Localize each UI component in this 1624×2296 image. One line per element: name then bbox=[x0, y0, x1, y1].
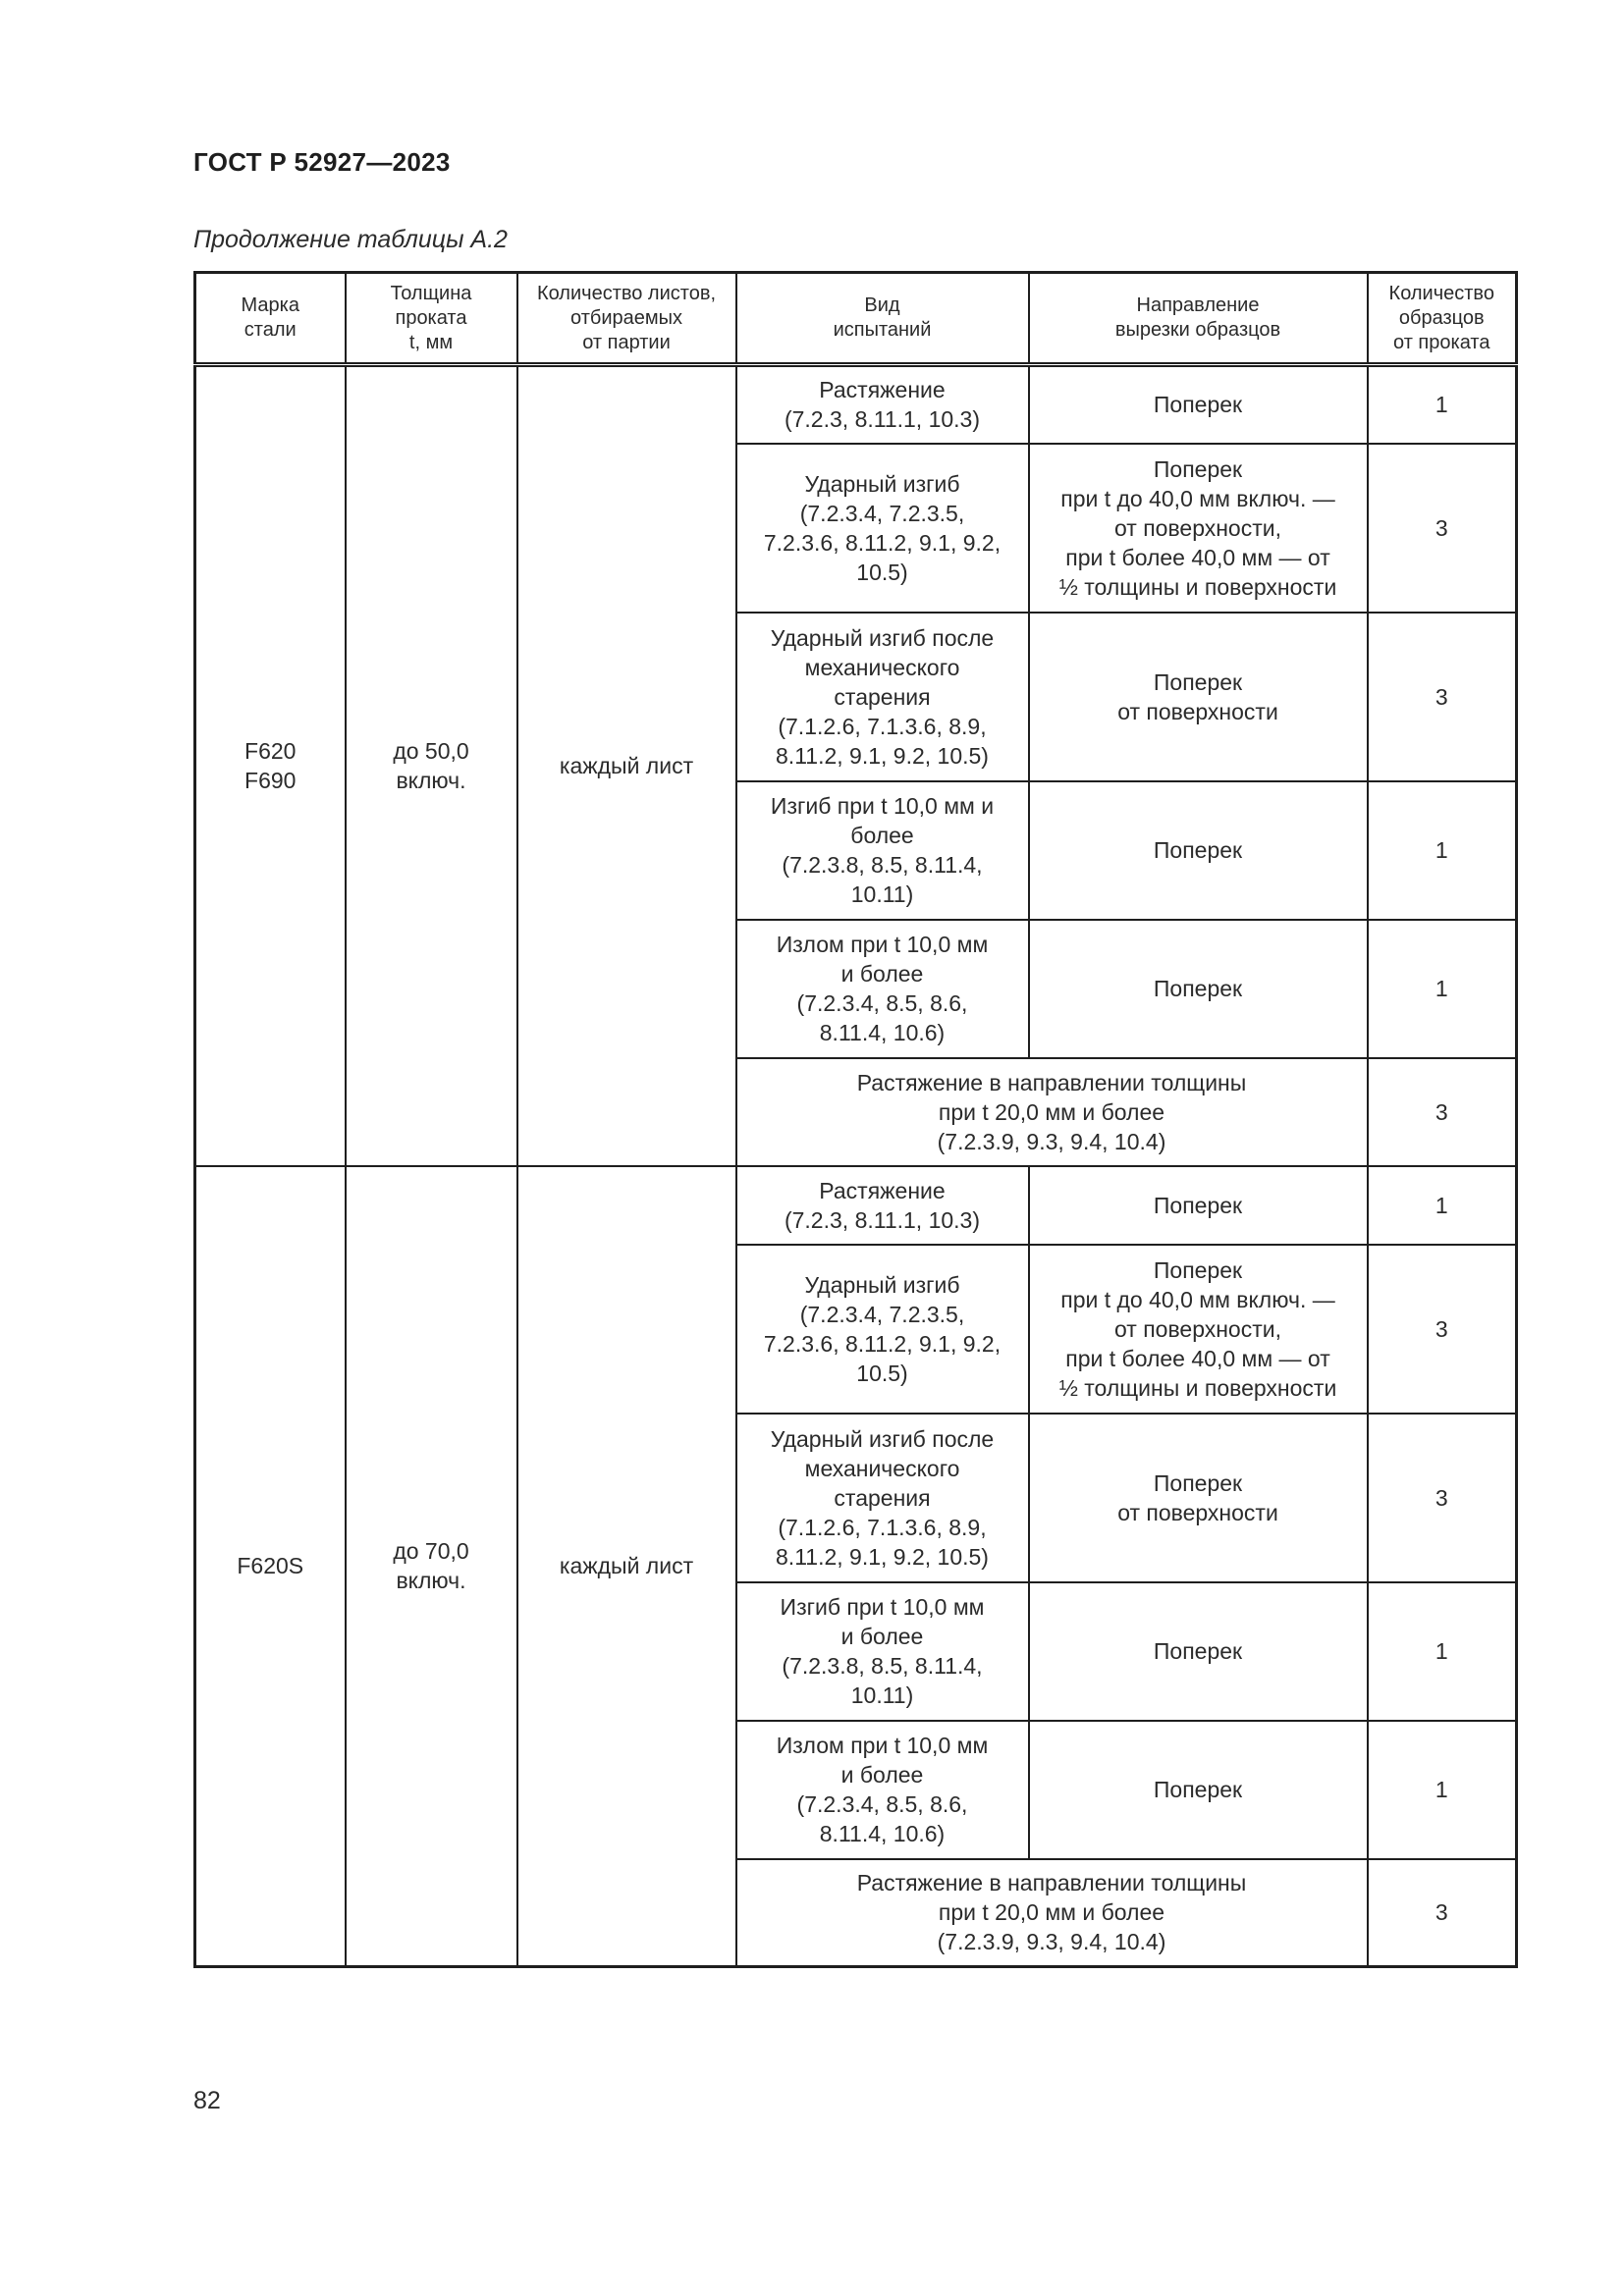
document-header: ГОСТ Р 52927—2023 bbox=[193, 147, 451, 177]
column-header-specimen-count: Количество образцов от проката bbox=[1368, 273, 1517, 365]
grade-cell: F620 F690 bbox=[195, 365, 346, 1166]
thickness-cell: до 70,0 включ. bbox=[346, 1166, 517, 1967]
table-caption: Продолжение таблицы А.2 bbox=[193, 226, 508, 253]
table-row bbox=[195, 1166, 1517, 1245]
count-cell: 1 bbox=[1368, 781, 1517, 920]
direction-cell: Поперек bbox=[1029, 920, 1368, 1058]
test-cell: Растяжение (7.2.3, 8.11.1, 10.3) bbox=[736, 1166, 1029, 1245]
page-number: 82 bbox=[193, 2087, 221, 2114]
test-cell: Растяжение (7.2.3, 8.11.1, 10.3) bbox=[736, 365, 1029, 444]
test-cell: Ударный изгиб после механического старения (7.1.2.6, 7.1.3.6, 8.9, 8.11.2, 9.1, 9.2, 10.5) bbox=[736, 1414, 1029, 1582]
direction-cell: Поперек bbox=[1029, 781, 1368, 920]
count-cell: 3 bbox=[1368, 1058, 1517, 1166]
test-cell: Изгиб при t 10,0 мм и более (7.2.3.8, 8.5, 8.11.4, 10.11) bbox=[736, 1582, 1029, 1721]
count-cell: 3 bbox=[1368, 444, 1517, 613]
count-cell: 1 bbox=[1368, 920, 1517, 1058]
test-cell: Излом при t 10,0 мм и более (7.2.3.4, 8.5, 8.6, 8.11.4, 10.6) bbox=[736, 920, 1029, 1058]
column-header-direction: Направление вырезки образцов bbox=[1029, 273, 1368, 365]
test-cell: Излом при t 10,0 мм и более (7.2.3.4, 8.5, 8.6, 8.11.4, 10.6) bbox=[736, 1721, 1029, 1859]
grade-cell: F620S bbox=[195, 1166, 346, 1967]
column-header-sheets: Количество листов, отбираемых от партии bbox=[517, 273, 736, 365]
sampling-table bbox=[193, 271, 1518, 1968]
direction-cell: Поперек bbox=[1029, 1166, 1368, 1245]
column-header-test-type: Вид испытаний bbox=[736, 273, 1029, 365]
count-cell: 1 bbox=[1368, 1721, 1517, 1859]
test-cell: Изгиб при t 10,0 мм и более (7.2.3.8, 8.5, 8.11.4, 10.11) bbox=[736, 781, 1029, 920]
count-cell: 1 bbox=[1368, 1166, 1517, 1245]
direction-cell: Поперек bbox=[1029, 1721, 1368, 1859]
thickness-cell: до 50,0 включ. bbox=[346, 365, 517, 1166]
direction-cell: Поперек bbox=[1029, 1582, 1368, 1721]
through-thickness-test-cell: Растяжение в направлении толщины при t 20,0 мм и более (7.2.3.9, 9.3, 9.4, 10.4) bbox=[736, 1058, 1368, 1166]
column-header-grade: Марка стали bbox=[195, 273, 346, 365]
test-cell: Ударный изгиб (7.2.3.4, 7.2.3.5, 7.2.3.6, 8.11.2, 9.1, 9.2, 10.5) bbox=[736, 1245, 1029, 1414]
through-thickness-test-cell: Растяжение в направлении толщины при t 20,0 мм и более (7.2.3.9, 9.3, 9.4, 10.4) bbox=[736, 1859, 1368, 1967]
test-cell: Ударный изгиб (7.2.3.4, 7.2.3.5, 7.2.3.6, 8.11.2, 9.1, 9.2, 10.5) bbox=[736, 444, 1029, 613]
direction-cell: Поперек при t до 40,0 мм включ. — от поверхности, при t более 40,0 мм — от ½ толщины и поверхности bbox=[1029, 1245, 1368, 1414]
column-header-thickness: Толщина проката t, мм bbox=[346, 273, 517, 365]
direction-cell: Поперек при t до 40,0 мм включ. — от поверхности, при t более 40,0 мм — от ½ толщины и поверхности bbox=[1029, 444, 1368, 613]
direction-cell: Поперек от поверхности bbox=[1029, 613, 1368, 781]
count-cell: 1 bbox=[1368, 1582, 1517, 1721]
count-cell: 3 bbox=[1368, 613, 1517, 781]
direction-cell: Поперек от поверхности bbox=[1029, 1414, 1368, 1582]
count-cell: 3 bbox=[1368, 1414, 1517, 1582]
table-row bbox=[195, 365, 1517, 444]
count-cell: 3 bbox=[1368, 1245, 1517, 1414]
table-header-row bbox=[195, 273, 1517, 365]
direction-cell: Поперек bbox=[1029, 365, 1368, 444]
count-cell: 3 bbox=[1368, 1859, 1517, 1967]
sheets-cell: каждый лист bbox=[517, 1166, 736, 1967]
test-cell: Ударный изгиб после механического старения (7.1.2.6, 7.1.3.6, 8.9, 8.11.2, 9.1, 9.2, 10.5) bbox=[736, 613, 1029, 781]
sheets-cell: каждый лист bbox=[517, 365, 736, 1166]
count-cell: 1 bbox=[1368, 365, 1517, 444]
